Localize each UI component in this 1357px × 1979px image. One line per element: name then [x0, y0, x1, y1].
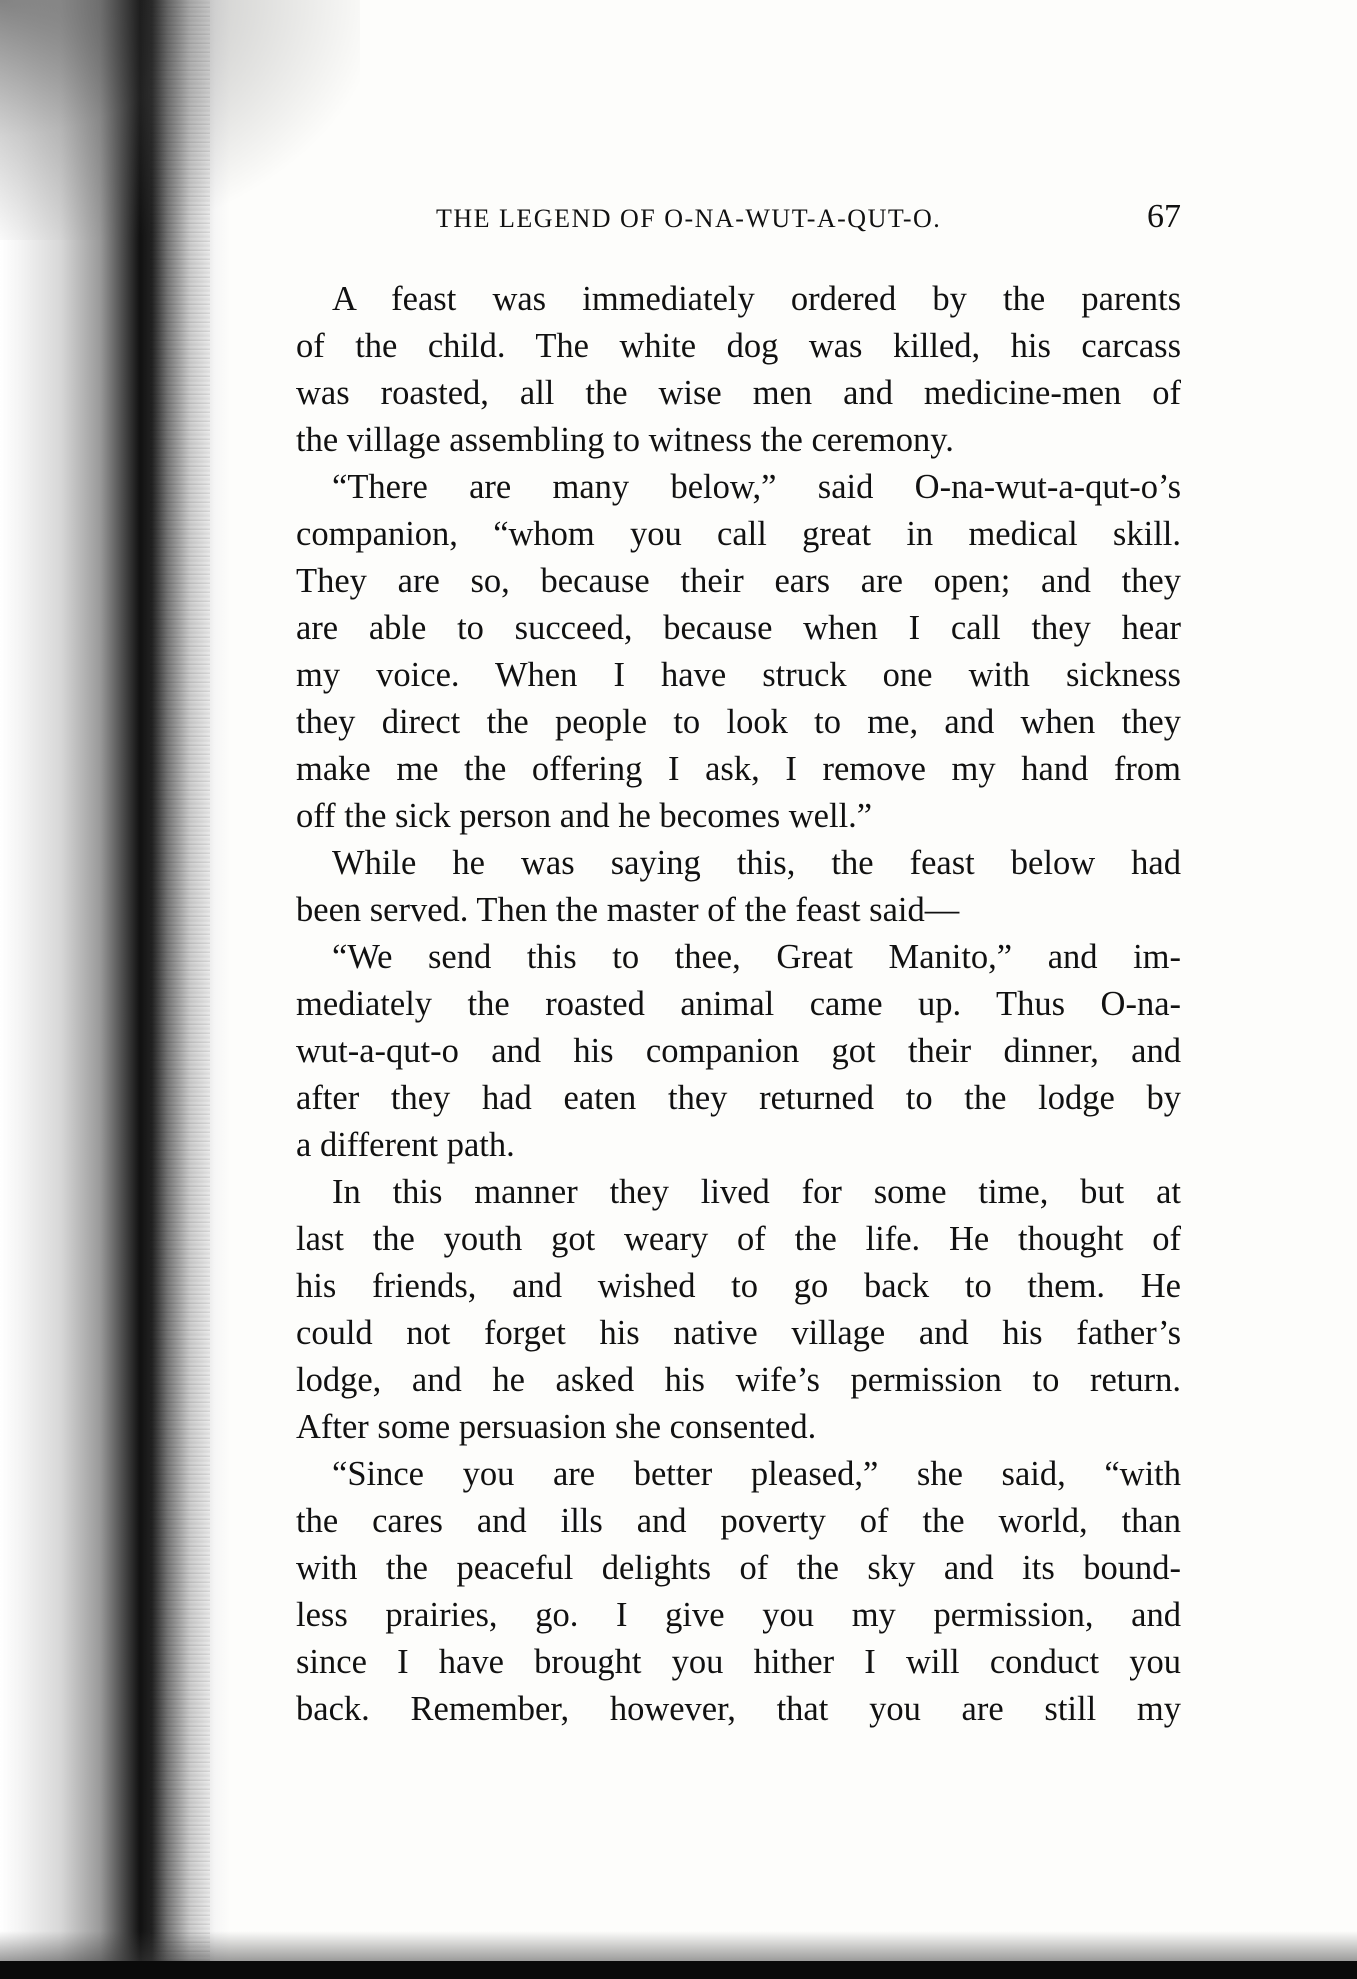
text-line: the cares and ills and poverty of the world, than — [296, 1502, 1181, 1540]
text-line: could not forget his native village and his father’s — [296, 1314, 1181, 1352]
body-text — [296, 276, 1181, 1733]
bottom-scan-edge — [0, 1961, 1357, 1979]
text-line: the village assembling to witness the ceremony. — [296, 421, 954, 459]
text-line: less prairies, go. I give you my permission, and — [296, 1596, 1181, 1634]
text-line: In this manner they lived for some time, but at — [332, 1173, 1181, 1211]
text-line: back. Remember, however, that you are still my — [296, 1690, 1181, 1728]
text-line: of the child. The white dog was killed, his carcass — [296, 327, 1181, 365]
text-line: lodge, and he asked his wife’s permission to return. — [296, 1361, 1181, 1399]
running-title: THE LEGEND OF O-NA-WUT-A-QUT-O. — [436, 204, 942, 233]
text-line: was roasted, all the wise men and medicine-men of — [296, 374, 1181, 412]
text-line: my voice. When I have struck one with sickness — [296, 656, 1181, 694]
text-line: A feast was immediately ordered by the parents — [332, 280, 1181, 318]
text-line: wut-a-qut-o and his companion got their dinner, and — [296, 1032, 1181, 1070]
text-line: a different path. — [296, 1126, 515, 1164]
page-number: 67 — [1147, 198, 1181, 235]
text-line: While he was saying this, the feast below had — [332, 844, 1181, 882]
text-line: companion, “whom you call great in medical skill. — [296, 515, 1181, 553]
text-line: mediately the roasted animal came up. Thus O-na- — [296, 985, 1181, 1023]
running-header — [436, 200, 1181, 250]
text-line: make me the offering I ask, I remove my hand from — [296, 750, 1181, 788]
text-line: “Since you are better pleased,” she said, “with — [332, 1455, 1181, 1493]
text-line: After some persuasion she consented. — [296, 1408, 817, 1446]
text-line: are able to succeed, because when I call they hear — [296, 609, 1181, 647]
text-line: with the peaceful delights of the sky and its bound- — [296, 1549, 1181, 1587]
text-line: “We send this to thee, Great Manito,” and im- — [332, 938, 1181, 976]
text-line: his friends, and wished to go back to them. He — [296, 1267, 1181, 1305]
text-line: after they had eaten they returned to the lodge by — [296, 1079, 1181, 1117]
text-line: they direct the people to look to me, and when they — [296, 703, 1181, 741]
text-line: since I have brought you hither I will conduct you — [296, 1643, 1181, 1681]
text-line: last the youth got weary of the life. He thought of — [296, 1220, 1181, 1258]
gutter-speckle — [150, 0, 210, 1979]
bottom-scan-fade — [0, 1931, 1357, 1961]
corner-shade — [0, 0, 360, 240]
text-line: “There are many below,” said O-na-wut-a-qut-o’s — [332, 468, 1181, 506]
text-line: They are so, because their ears are open; and they — [296, 562, 1181, 600]
text-line: been served. Then the master of the feast said— — [296, 891, 960, 929]
text-line: off the sick person and he becomes well.” — [296, 797, 873, 835]
